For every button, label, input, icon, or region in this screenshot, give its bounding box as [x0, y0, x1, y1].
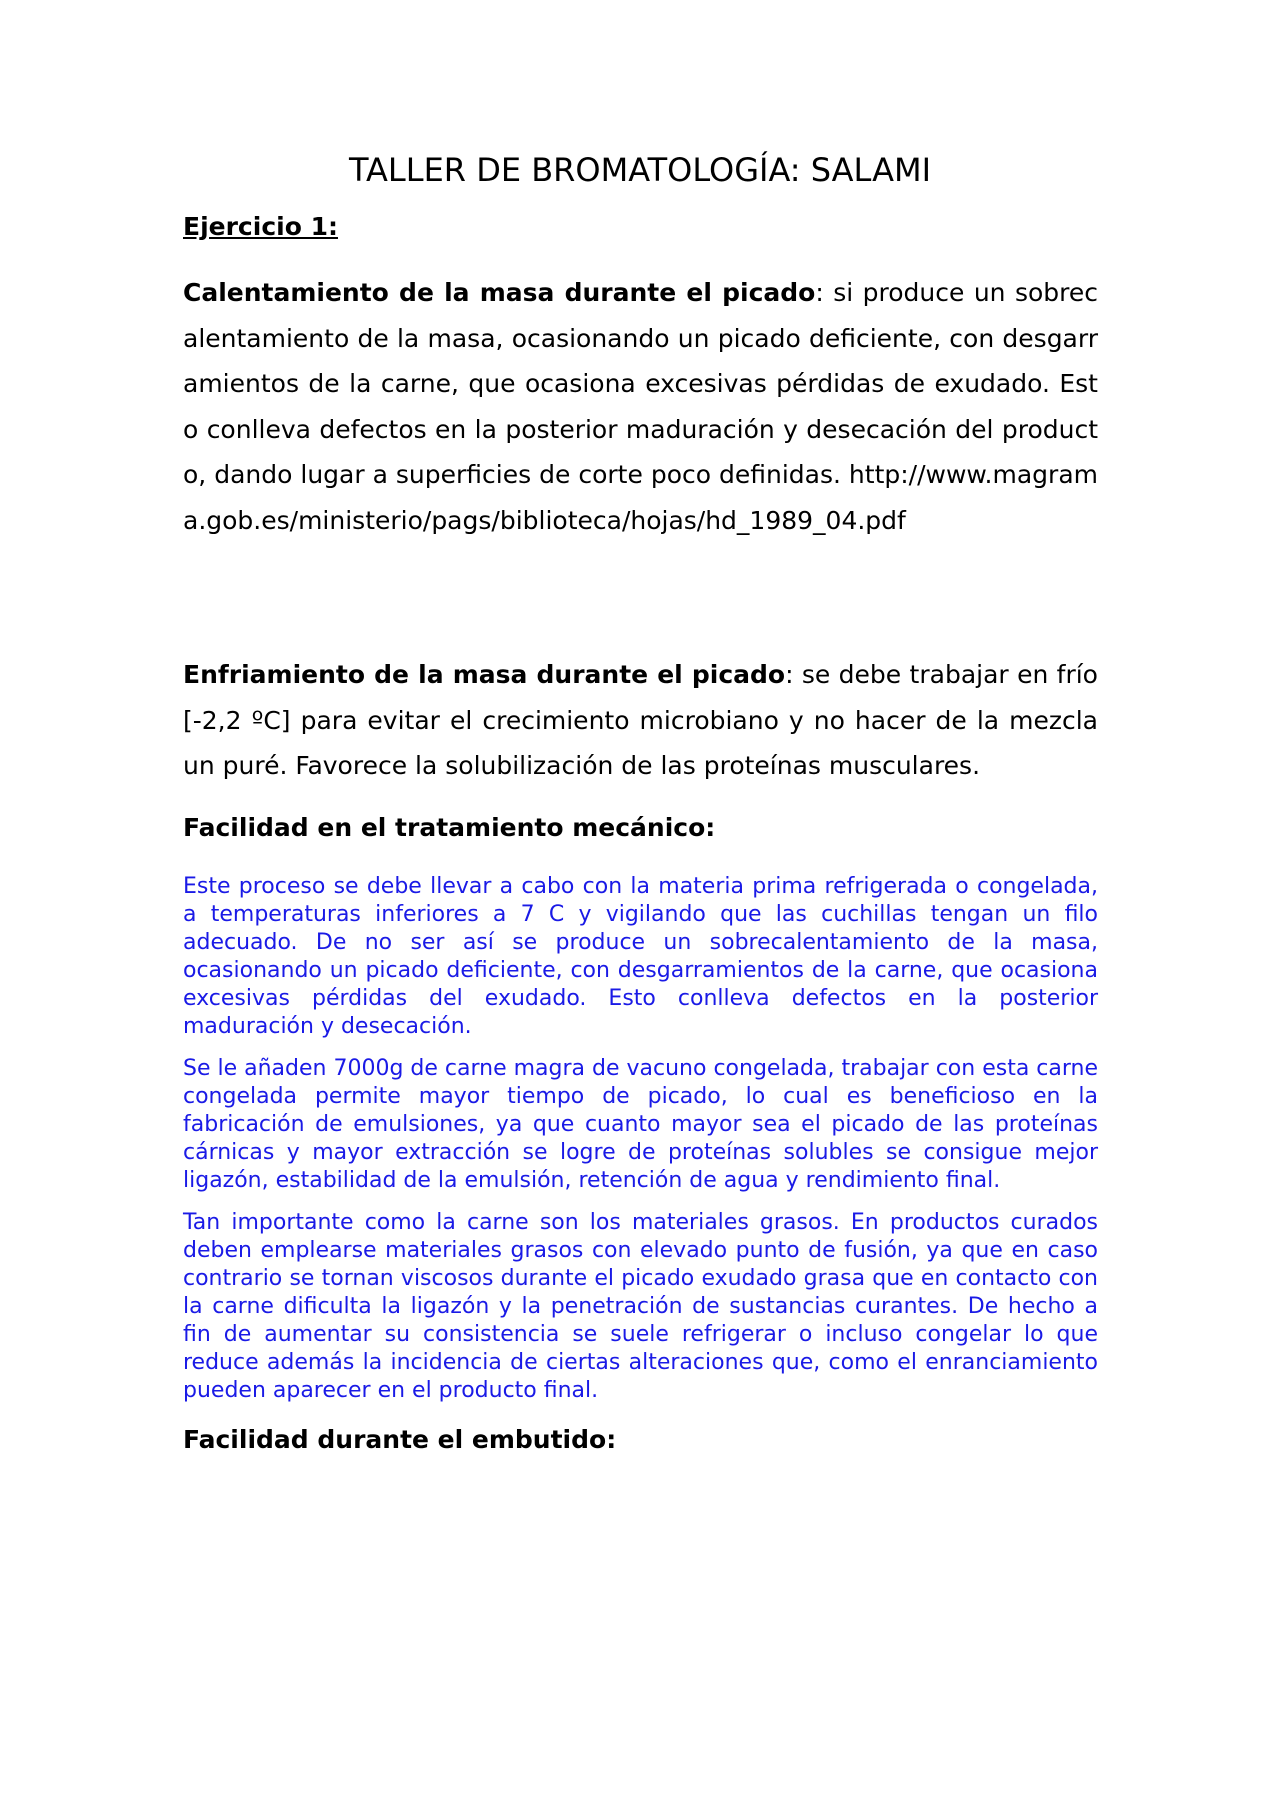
exercise-heading: Ejercicio 1:: [183, 212, 338, 241]
mecanico-paragraph-2: Se le añaden 7000g de carne magra de vacuno congelada, trabajar con esta carne congelada permite mayor tiempo de picado, lo cual es beneficioso en la fabricación de emulsiones, ya que cuanto mayor sea el picado de las proteínas cárnicas y mayor extracción se logre de proteínas solubles se consigue mejor ligazón, estabilidad de la emulsión, retención de agua y rendimiento final.: [183, 1055, 1099, 1193]
facilidad-embutido-heading: Facilidad durante el embutido:: [183, 1424, 617, 1454]
mecanico-paragraph-1: Este proceso se debe llevar a cabo con la materia prima refrigerada o congelada, a temperaturas inferiores a 7 C y vigilando que las cuchillas tengan un filo adecuado. De no ser así se produce un sobrecalentamiento de la masa, ocasionando un picado deficiente, con desgarramientos de la carne, que ocasiona excesivas pérdidas del exudado. Esto conlleva defectos en la posterior maduración y desecación.: [183, 873, 1098, 1039]
calentamiento-paragraph: [183, 270, 1098, 543]
calentamiento-heading: Calentamiento de la masa durante el picado: [183, 278, 816, 307]
document-body: [183, 210, 1098, 1457]
enfriamiento-paragraph: [183, 652, 1098, 789]
enfriamiento-heading: Enfriamiento de la masa durante el picado: [183, 660, 786, 689]
blank-space: [183, 543, 1098, 652]
mecanico-paragraph-3: Tan importante como la carne son los materiales grasos. En productos curados deben emplearse materiales grasos con elevado punto de fusión, ya que en caso contrario se tornan viscosos durante el picado exudado grasa que en contacto con la carne dificulta la ligazón y la penetración de sustancias curantes. De hecho a fin de aumentar su consistencia se suele refrigerar o incluso congelar lo que reduce además la incidencia de ciertas alteraciones que, como el enranciamiento pueden aparecer en el producto final.: [183, 1209, 1098, 1403]
facilidad-mecanico-heading: Facilidad en el tratamiento mecánico:: [183, 812, 716, 842]
enfriamiento-text: : se debe trabajar en frío [-2,2 ºC] para evitar el crecimiento microbiano y no hacer de la mezcla un puré. Favorece la solubilización de las proteínas musculares.: [183, 660, 1098, 780]
calentamiento-text: : si produce un sobrecalentamiento de la masa, ocasionando un picado deficiente, con desgarramientos de la carne, que ocasiona excesivas pérdidas de exudado. Esto conlleva defectos en la posterior maduración y desecación del producto, dando lugar a superficies de corte poco definidas. http://www.magrama.gob.es/ministerio/pags/biblioteca/hojas/hd_1989_04.pdf: [183, 278, 1099, 535]
page-title: TALLER DE BROMATOLOGÍA: SALAMI: [348, 151, 932, 189]
